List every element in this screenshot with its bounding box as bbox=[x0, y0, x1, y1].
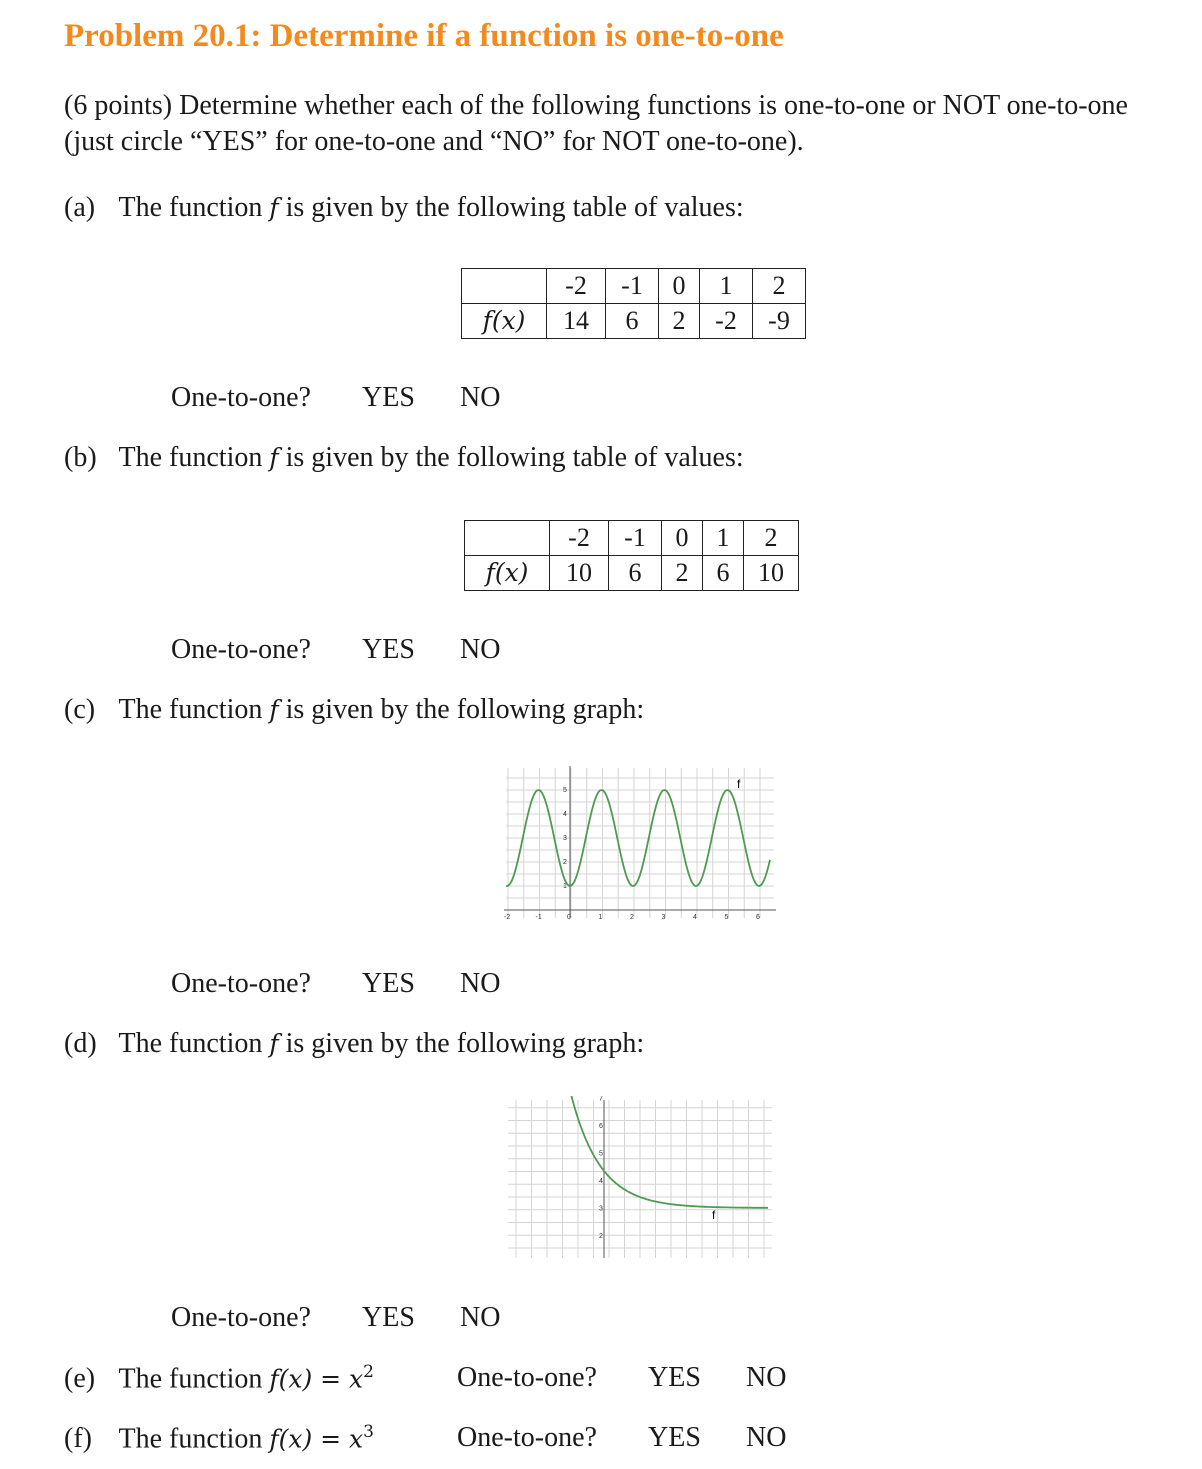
part-a-prompt bbox=[64, 192, 744, 224]
x-tick-label: 6 bbox=[756, 914, 760, 921]
part-d-label: (d) bbox=[64, 1028, 97, 1059]
table-cell: 14 bbox=[547, 304, 606, 339]
table-corner-cell bbox=[462, 269, 547, 304]
part-e-prompt bbox=[64, 1362, 374, 1395]
table-cell: 10 bbox=[744, 556, 799, 591]
table-header-cell: 1 bbox=[700, 269, 753, 304]
part-e-expression: f(x) = x bbox=[269, 1364, 364, 1394]
yes-option[interactable]: YES bbox=[362, 1302, 415, 1333]
y-tick-label: 5 bbox=[599, 1150, 603, 1158]
one-to-one-question: One-to-one? bbox=[457, 1362, 597, 1393]
problem-intro: (6 points) Determine whether each of the following functions is one-to-one or NOT one-to-one (just circle “YES” for one-to-one and “NO” for NOT one-to-one). bbox=[64, 90, 1128, 157]
part-a-var: f bbox=[269, 193, 279, 222]
part-d-text-post: is given by the following graph: bbox=[278, 1028, 645, 1059]
table-header-cell: 2 bbox=[753, 269, 806, 304]
part-f-expression: f(x) = x bbox=[269, 1424, 364, 1454]
axis-tick-labels bbox=[504, 787, 760, 921]
table-header-cell: 1 bbox=[703, 521, 744, 556]
yes-option[interactable]: YES bbox=[362, 634, 415, 665]
table-header-cell: -2 bbox=[547, 269, 606, 304]
x-tick-label: 5 bbox=[724, 914, 729, 921]
table-header-cell: -2 bbox=[550, 521, 609, 556]
part-f-text-pre: The function bbox=[118, 1423, 270, 1455]
part-e-label: (e) bbox=[64, 1363, 96, 1395]
table-corner-cell bbox=[465, 521, 550, 556]
table-cell: 6 bbox=[703, 556, 744, 591]
part-b-prompt bbox=[64, 442, 744, 474]
table-cell: 6 bbox=[609, 556, 662, 591]
table-header-cell: -1 bbox=[609, 521, 662, 556]
part-c-prompt bbox=[64, 694, 644, 726]
y-tick-label: 7 bbox=[599, 1096, 603, 1103]
x-tick-label: 0 bbox=[567, 914, 571, 921]
no-option[interactable]: NO bbox=[460, 1302, 501, 1333]
y-tick-label: 4 bbox=[599, 1178, 603, 1185]
table-header-cell: 0 bbox=[662, 521, 703, 556]
part-b-text-pre: The function bbox=[118, 442, 270, 473]
table-row bbox=[465, 556, 799, 591]
x-tick-label: -1 bbox=[535, 914, 542, 921]
part-b-values-table bbox=[464, 520, 799, 591]
one-to-one-question: One-to-one? bbox=[171, 968, 311, 999]
x-tick-label: 3 bbox=[661, 914, 666, 921]
table-row-label: f(x) bbox=[462, 304, 547, 339]
table-cell: -9 bbox=[753, 304, 806, 339]
graph-grid bbox=[506, 768, 774, 918]
x-tick-label: 2 bbox=[630, 914, 634, 921]
y-tick-label: 5 bbox=[563, 787, 567, 794]
part-b-label: (b) bbox=[64, 442, 97, 473]
table-row bbox=[465, 521, 799, 556]
graph-axes bbox=[504, 766, 776, 918]
part-e-exponent: 2 bbox=[363, 1362, 374, 1382]
part-f-label: (f) bbox=[64, 1423, 92, 1455]
one-to-one-question: One-to-one? bbox=[171, 382, 311, 413]
y-tick-label: 4 bbox=[563, 811, 567, 818]
part-d-graph bbox=[500, 1096, 780, 1260]
x-tick-label: 4 bbox=[693, 914, 697, 921]
part-d-var: f bbox=[269, 1029, 279, 1058]
y-tick-label: 1 bbox=[563, 883, 567, 890]
no-option[interactable]: NO bbox=[746, 1362, 787, 1393]
part-a-values-table bbox=[461, 268, 806, 339]
table-cell: 10 bbox=[550, 556, 609, 591]
table-cell: 6 bbox=[606, 304, 659, 339]
part-e-text-pre: The function bbox=[118, 1363, 270, 1395]
no-option[interactable]: NO bbox=[746, 1422, 787, 1453]
one-to-one-question: One-to-one? bbox=[457, 1422, 597, 1453]
y-tick-label: 6 bbox=[599, 1123, 603, 1130]
problem-title: Problem 20.1: Determine if a function is one-to-one bbox=[64, 18, 784, 54]
table-row-label: f(x) bbox=[465, 556, 550, 591]
one-to-one-question: One-to-one? bbox=[171, 634, 311, 665]
yes-option[interactable]: YES bbox=[648, 1422, 701, 1453]
part-f-prompt bbox=[64, 1422, 374, 1455]
y-tick-label: 2 bbox=[563, 859, 567, 866]
y-tick-label: 2 bbox=[599, 1233, 603, 1240]
part-c-graph bbox=[500, 762, 780, 924]
graph-grid bbox=[508, 1100, 772, 1258]
table-cell: 2 bbox=[659, 304, 700, 339]
one-to-one-question: One-to-one? bbox=[171, 1302, 311, 1333]
curve-label: f bbox=[737, 777, 741, 791]
table-header-cell: -1 bbox=[606, 269, 659, 304]
table-row bbox=[462, 269, 806, 304]
yes-option[interactable]: YES bbox=[362, 382, 415, 413]
part-f-exponent: 3 bbox=[363, 1422, 374, 1442]
table-cell: 2 bbox=[662, 556, 703, 591]
x-tick-label: -2 bbox=[504, 914, 511, 921]
table-header-cell: 0 bbox=[659, 269, 700, 304]
y-tick-label: 3 bbox=[599, 1205, 603, 1213]
part-a-label: (a) bbox=[64, 192, 96, 223]
x-tick-label: 1 bbox=[598, 914, 603, 921]
table-header-cell: 2 bbox=[744, 521, 799, 556]
part-a-text-pre: The function bbox=[118, 192, 270, 223]
part-c-text-pre: The function bbox=[118, 694, 270, 725]
part-d-prompt bbox=[64, 1028, 644, 1060]
yes-option[interactable]: YES bbox=[362, 968, 415, 999]
part-c-var: f bbox=[269, 695, 279, 724]
no-option[interactable]: NO bbox=[460, 968, 501, 999]
curve-label: f bbox=[712, 1208, 716, 1222]
part-b-var: f bbox=[269, 443, 279, 472]
table-cell: -2 bbox=[700, 304, 753, 339]
no-option[interactable]: NO bbox=[460, 382, 501, 413]
part-c-text-post: is given by the following graph: bbox=[278, 694, 645, 725]
part-d-text-pre: The function bbox=[118, 1028, 270, 1059]
part-b-text-post: is given by the following table of values: bbox=[278, 442, 744, 473]
table-row bbox=[462, 304, 806, 339]
part-a-text-post: is given by the following table of values: bbox=[278, 192, 744, 223]
no-option[interactable]: NO bbox=[460, 634, 501, 665]
y-tick-label: 3 bbox=[563, 835, 567, 842]
yes-option[interactable]: YES bbox=[648, 1362, 701, 1393]
part-c-label: (c) bbox=[64, 694, 96, 725]
